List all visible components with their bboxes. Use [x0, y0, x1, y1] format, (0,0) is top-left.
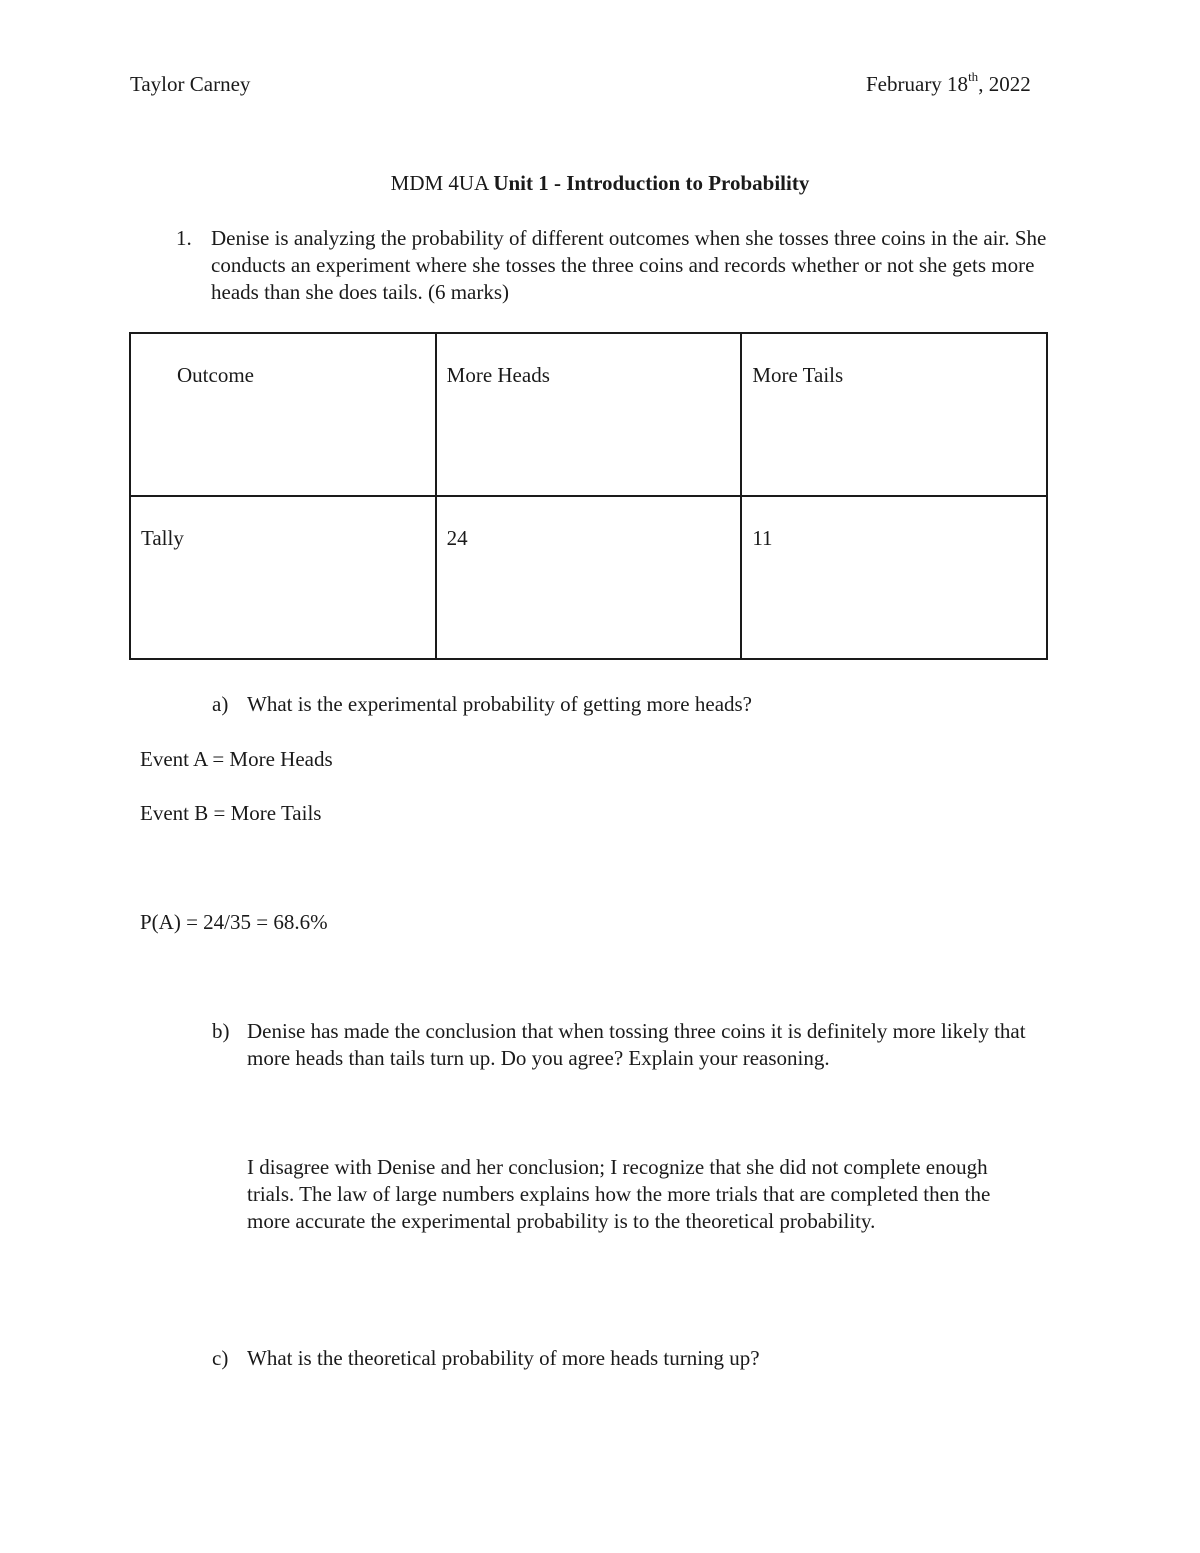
question-number: 1. [176, 226, 192, 250]
table-header-cell: More Tails [741, 333, 1047, 496]
part-a-answer: P(A) = 24/35 = 68.6% [140, 910, 328, 934]
date-ordinal: th [968, 69, 979, 84]
table-cell: 11 [741, 496, 1047, 659]
document-title [0, 170, 1200, 197]
course-code: MDM 4UA [390, 171, 494, 195]
question-text: Denise is analyzing the probability of different outcomes when she tosses three coins in the air. She conducts an experiment where she tosses the three coins and records whether or not she gets more heads than she does tails. (6 marks) [211, 226, 1047, 304]
date-prefix: February 18 [866, 72, 969, 96]
author-name: Taylor Carney [130, 72, 251, 96]
tally-table [129, 332, 1048, 660]
part-c-question: What is the theoretical probability of more heads turning up? [247, 1346, 760, 1370]
part-a-label: a) [212, 692, 229, 716]
date-suffix: , 2022 [978, 72, 1031, 96]
part-b-answer: I disagree with Denise and her conclusion; I recognize that she did not complete enough trials. The law of large numbers explains how the more trials that are completed then the more accurate the experimental probability is to the theoretical probability. [247, 1155, 991, 1233]
event-a-definition: Event A = More Heads [140, 747, 333, 771]
part-b-label: b) [212, 1019, 230, 1043]
part-b-question: Denise has made the conclusion that when tossing three coins it is definitely more likely that more heads than tails turn up. Do you agree? Explain your reasoning. [247, 1019, 1026, 1070]
event-b-definition: Event B = More Tails [140, 801, 322, 825]
unit-title: Unit 1 - Introduction to Probability [493, 171, 810, 195]
table-row [130, 496, 1047, 659]
table-header-row [130, 333, 1047, 496]
part-a-question: What is the experimental probability of getting more heads? [247, 692, 753, 716]
part-c-label: c) [212, 1346, 229, 1370]
table-cell: 24 [436, 496, 742, 659]
document-date [866, 71, 1031, 98]
table-cell: Tally [130, 496, 436, 659]
table-header-cell: Outcome [130, 333, 436, 496]
table-header-cell: More Heads [436, 333, 742, 496]
